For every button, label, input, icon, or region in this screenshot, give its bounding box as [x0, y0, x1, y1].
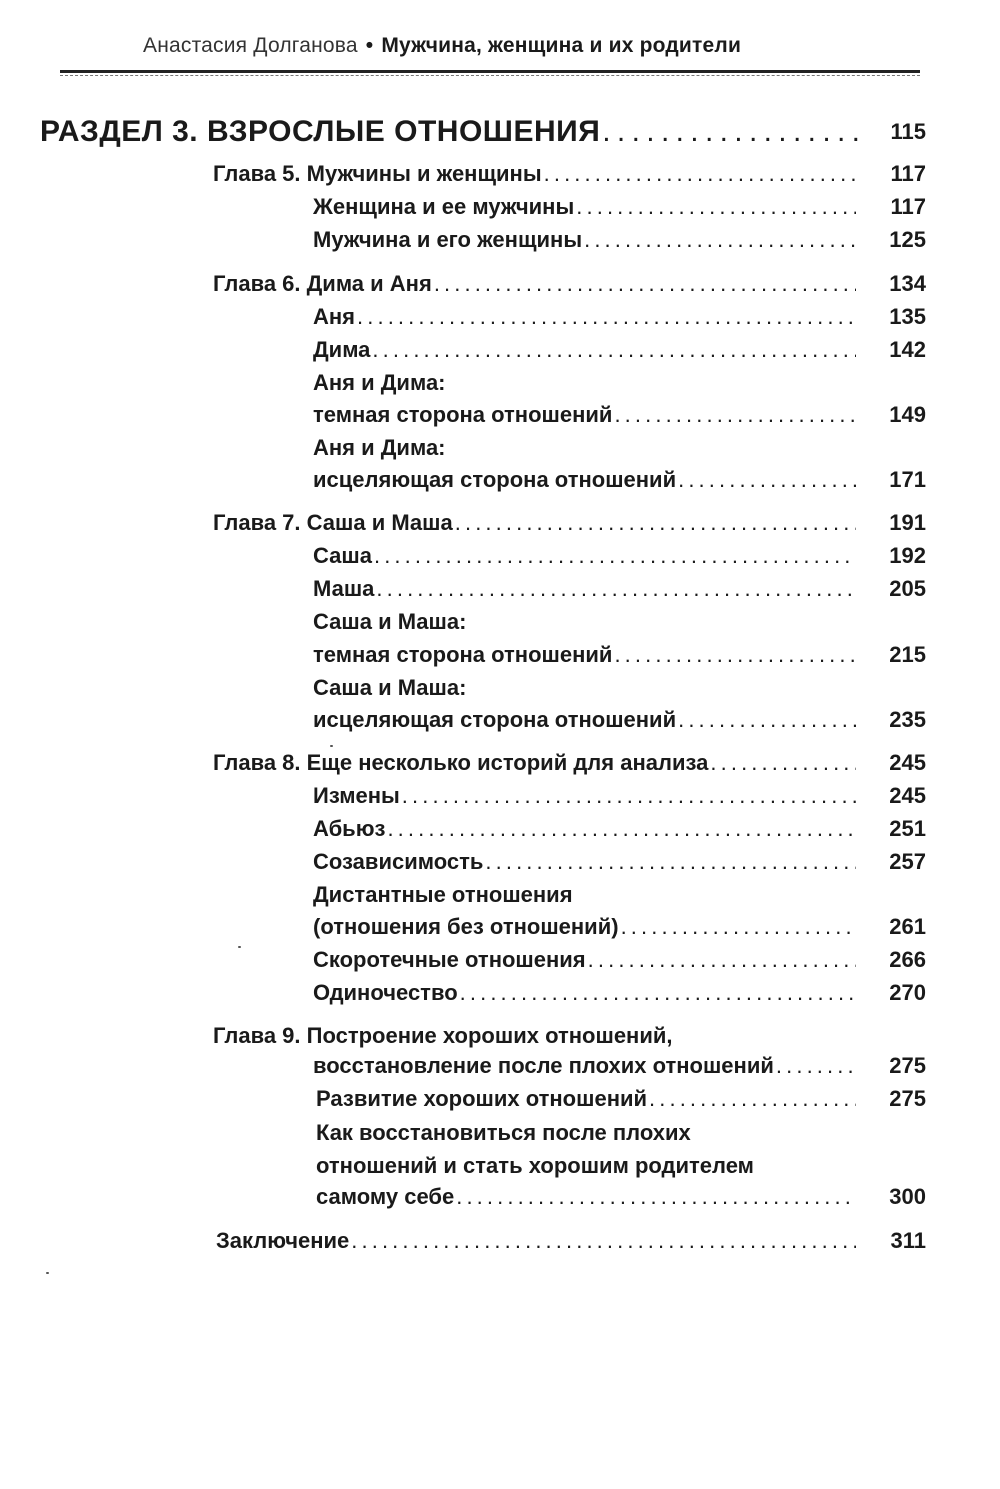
- toc-leader-dots: [678, 704, 856, 736]
- toc-leader-dots: [710, 747, 856, 779]
- toc-conclusion-page: 311: [890, 1228, 926, 1253]
- header-author: Анастасия Долганова: [143, 34, 358, 57]
- toc-chapter-label: Глава 6. Дима и Аня: [213, 271, 432, 296]
- running-header: [143, 34, 741, 58]
- toc-leader-dots: [374, 540, 856, 572]
- toc-section-page: 115: [890, 119, 926, 144]
- toc-entry[interactable]: [313, 780, 858, 812]
- toc-entry-label: Созависимость: [313, 849, 484, 874]
- toc-conclusion-label: Заключение: [216, 1228, 350, 1253]
- toc-leader-dots: [376, 573, 856, 605]
- toc-leader-dots: [351, 1225, 856, 1257]
- toc-entry[interactable]: [313, 911, 858, 943]
- toc-entry[interactable]: [313, 813, 858, 845]
- toc-chapter-9-line1: Глава 9. Построение хороших отношений,: [213, 1023, 673, 1048]
- toc-entry[interactable]: [316, 1083, 858, 1115]
- toc-entry-line1: Аня и Дима:: [313, 370, 446, 395]
- toc-chapter-page: 275: [889, 1053, 926, 1078]
- toc-entry-page: 235: [889, 707, 926, 732]
- toc-leader-dots: [602, 112, 858, 152]
- toc-leader-dots: [614, 399, 856, 431]
- toc-leader-dots: [649, 1083, 856, 1115]
- toc-entry[interactable]: [313, 573, 858, 605]
- toc-entry-label: Мужчина и его женщины: [313, 227, 583, 252]
- toc-entry-page: 257: [889, 849, 926, 874]
- toc-chapter-page: 134: [889, 271, 926, 296]
- toc-entry[interactable]: [313, 334, 858, 366]
- toc-section-entry[interactable]: [40, 112, 860, 152]
- toc-chapter-7[interactable]: [213, 507, 858, 539]
- toc-leader-dots: [402, 780, 856, 812]
- header-rule-dashed: [60, 75, 920, 76]
- toc-entry[interactable]: [313, 846, 858, 878]
- toc-entry-page: 245: [889, 783, 926, 808]
- toc-leader-dots: [357, 301, 856, 333]
- toc-entry-page: 205: [889, 576, 926, 601]
- toc-entry-label: Измены: [313, 783, 400, 808]
- toc-conclusion[interactable]: [216, 1225, 858, 1257]
- toc-leader-dots: [576, 191, 856, 223]
- toc-entry-label: исцеляющая сторона отношений: [313, 467, 677, 492]
- toc-entry-line1: Как восстановиться после плохих: [316, 1120, 691, 1145]
- toc-entry-line1: Дистантные отношения: [313, 882, 573, 907]
- toc-entry-line1: Аня и Дима:: [313, 435, 446, 460]
- toc-leader-dots: [544, 158, 856, 190]
- toc-leader-dots: [372, 334, 856, 366]
- toc-entry-label: Абьюз: [313, 816, 386, 841]
- toc-entry-page: 261: [889, 914, 926, 939]
- toc-leader-dots: [588, 944, 856, 976]
- toc-entry-page: 215: [889, 642, 926, 667]
- toc-entry-label: исцеляющая сторона отношений: [313, 707, 677, 732]
- toc-entry[interactable]: [313, 540, 858, 572]
- toc-entry-label: самому себе: [316, 1184, 455, 1209]
- toc-entry-line1: Саша и Маша:: [313, 675, 467, 700]
- toc-entry[interactable]: [313, 191, 858, 223]
- toc-leader-dots: [776, 1050, 856, 1082]
- toc-chapter-label: восстановление после плохих отношений: [313, 1053, 774, 1078]
- toc-entry-label: Дима: [313, 337, 371, 362]
- toc-entry[interactable]: [316, 1181, 858, 1213]
- toc-entry-label: Женщина и ее мужчины: [313, 194, 575, 219]
- toc-entry-page: 270: [889, 980, 926, 1005]
- toc-entry-line1: Саша и Маша:: [313, 609, 467, 634]
- toc-chapter-6[interactable]: [213, 268, 858, 300]
- toc-entry-page: 135: [889, 304, 926, 329]
- toc-leader-dots: [621, 911, 856, 943]
- toc-entry[interactable]: [313, 464, 858, 496]
- toc-entry-label: темная сторона отношений: [313, 642, 613, 667]
- header-rule: [60, 70, 920, 73]
- print-speck: [238, 946, 241, 948]
- toc-entry-label: (отношения без отношений): [313, 914, 619, 939]
- toc-leader-dots: [584, 224, 856, 256]
- toc-entry[interactable]: [313, 639, 858, 671]
- toc-chapter-label: Глава 8. Еще несколько историй для анализа: [213, 750, 709, 775]
- toc-entry-label: Саша: [313, 543, 372, 568]
- header-book-title: Мужчина, женщина и их родители: [381, 34, 742, 57]
- header-separator: •: [365, 34, 374, 57]
- toc-leader-dots: [456, 1181, 856, 1213]
- toc-entry-page: 125: [889, 227, 926, 252]
- toc-entry[interactable]: [313, 704, 858, 736]
- toc-entry[interactable]: [313, 301, 858, 333]
- toc-entry-label: Развитие хороших отношений: [316, 1086, 648, 1111]
- toc-chapter-page: 117: [890, 161, 926, 186]
- toc-leader-dots: [614, 639, 856, 671]
- toc-chapter-label: Глава 7. Саша и Маша: [213, 510, 453, 535]
- toc-entry-label: Одиночество: [313, 980, 458, 1005]
- toc-leader-dots: [387, 813, 856, 845]
- toc-entry[interactable]: [313, 944, 858, 976]
- print-speck: [46, 1272, 49, 1274]
- toc-entry-page: 142: [889, 337, 926, 362]
- toc-leader-dots: [485, 846, 856, 878]
- toc-chapter-page: 191: [889, 510, 926, 535]
- toc-entry-page: 171: [889, 467, 926, 492]
- toc-chapter-label: Глава 5. Мужчины и женщины: [213, 161, 542, 186]
- toc-entry[interactable]: [313, 399, 858, 431]
- toc-entry-page: 300: [889, 1184, 926, 1209]
- toc-leader-dots: [678, 464, 856, 496]
- toc-section-label: РАЗДЕЛ 3. ВЗРОСЛЫЕ ОТНОШЕНИЯ: [40, 115, 601, 148]
- toc-entry-label: Аня: [313, 304, 356, 329]
- toc-entry-label: темная сторона отношений: [313, 402, 613, 427]
- toc-entry-page: 149: [889, 402, 926, 427]
- toc-entry-line2: отношений и стать хорошим родителем: [316, 1153, 754, 1178]
- toc-chapter-5[interactable]: [213, 158, 858, 190]
- toc-entry-label: Скоротечные отношения: [313, 947, 586, 972]
- toc-leader-dots: [455, 507, 856, 539]
- toc-entry[interactable]: [313, 977, 858, 1009]
- toc-chapter-page: 245: [889, 750, 926, 775]
- toc-entry-page: 117: [890, 194, 926, 219]
- toc-entry-page: 266: [889, 947, 926, 972]
- toc-chapter-8[interactable]: [213, 747, 858, 779]
- toc-entry[interactable]: [313, 224, 858, 256]
- print-speck: [330, 745, 333, 747]
- toc-leader-dots: [434, 268, 856, 300]
- toc-entry-page: 192: [889, 543, 926, 568]
- toc-entry-page: 251: [889, 816, 926, 841]
- toc-entry-page: 275: [889, 1086, 926, 1111]
- toc-leader-dots: [460, 977, 856, 1009]
- toc-chapter-9[interactable]: [313, 1050, 858, 1082]
- toc-entry-label: Маша: [313, 576, 375, 601]
